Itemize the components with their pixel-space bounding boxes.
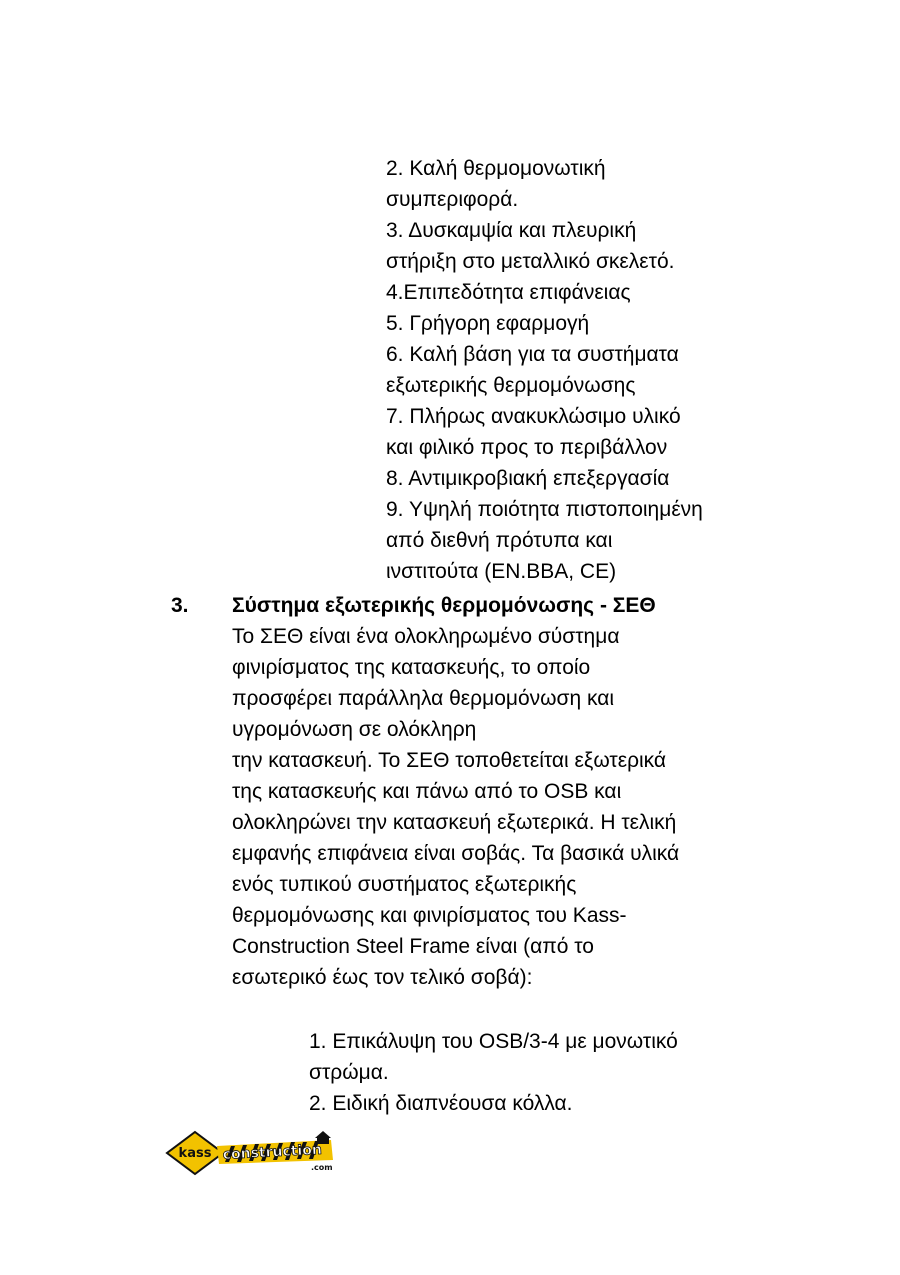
logo-word-kass: kass xyxy=(178,1146,212,1161)
section-number: 3. xyxy=(171,594,189,617)
list-line: στήριξη στο μεταλλικό σκελετό. xyxy=(386,250,675,273)
list-line: από διεθνή πρότυπα και xyxy=(386,529,613,552)
paragraph-line: εσωτερικό έως τον τελικό σοβά): xyxy=(232,966,533,989)
list-line: 1. Επικάλυψη του OSB/3-4 με μονωτικό xyxy=(309,1030,678,1053)
paragraph-line: φινιρίσματος της κατασκευής, το οποίο xyxy=(232,656,591,679)
paragraph-line: Construction Steel Frame είναι (από το xyxy=(232,935,594,958)
list-line: εξωτερικής θερμομόνωσης xyxy=(386,374,636,397)
features-list xyxy=(386,153,703,587)
paragraph-line: εμφανής επιφάνεια είναι σοβάς. Τα βασικά υλικά xyxy=(232,842,680,865)
logo-word-dotcom: .com xyxy=(311,1163,333,1172)
list-line: 2. Καλή θερμομονωτική xyxy=(386,157,606,180)
section-body xyxy=(232,621,679,993)
paragraph-line: ολοκληρώνει την κατασκευή εξωτερικά. Η τελική xyxy=(232,811,677,834)
materials-list xyxy=(309,1026,678,1119)
paragraph-line: υγρομόνωση σε ολόκληρη xyxy=(232,718,477,741)
list-line: 8. Αντιμικροβιακή επεξεργασία xyxy=(386,467,670,490)
list-line: 5. Γρήγορη εφαρμογή xyxy=(386,312,590,335)
list-line: και φιλικό προς το περιβάλλον xyxy=(386,436,668,459)
paragraph-line: της κατασκευής και πάνω από το OSB και xyxy=(232,780,622,803)
paragraph-line: ενός τυπικού συστήματος εξωτερικής xyxy=(232,873,577,896)
kass-construction-logo xyxy=(165,1130,337,1176)
section-title: Σύστημα εξωτερικής θερμομόνωσης - ΣΕΘ xyxy=(232,594,656,617)
paragraph-line: την κατασκευή. Το ΣΕΘ τοποθετείται εξωτερικά xyxy=(232,749,667,772)
list-line: 6. Καλή βάση για τα συστήματα xyxy=(386,343,679,366)
list-line: 3. Δυσκαμψία και πλευρική xyxy=(386,219,637,242)
list-line: 9. Υψηλή ποιότητα πιστοποιημένη xyxy=(386,498,703,521)
list-line: 2. Ειδική διαπνέουσα κόλλα. xyxy=(309,1092,573,1115)
paragraph-line: θερμομόνωσης και φινιρίσματος του Kass- xyxy=(232,904,627,927)
list-line: 7. Πλήρως ανακυκλώσιμο υλικό xyxy=(386,405,681,428)
list-line: στρώμα. xyxy=(309,1061,389,1084)
logo-word-construction: construction xyxy=(222,1141,323,1163)
list-line: συμπεριφορά. xyxy=(386,188,519,211)
paragraph-line: προσφέρει παράλληλα θερμομόνωση και xyxy=(232,687,615,710)
list-line: 4.Επιπεδότητα επιφάνειας xyxy=(386,281,631,304)
paragraph-line: Το ΣΕΘ είναι ένα ολοκληρωμένο σύστημα xyxy=(232,625,620,648)
list-line: ινστιτούτα (EN.BBA, CE) xyxy=(386,560,617,583)
